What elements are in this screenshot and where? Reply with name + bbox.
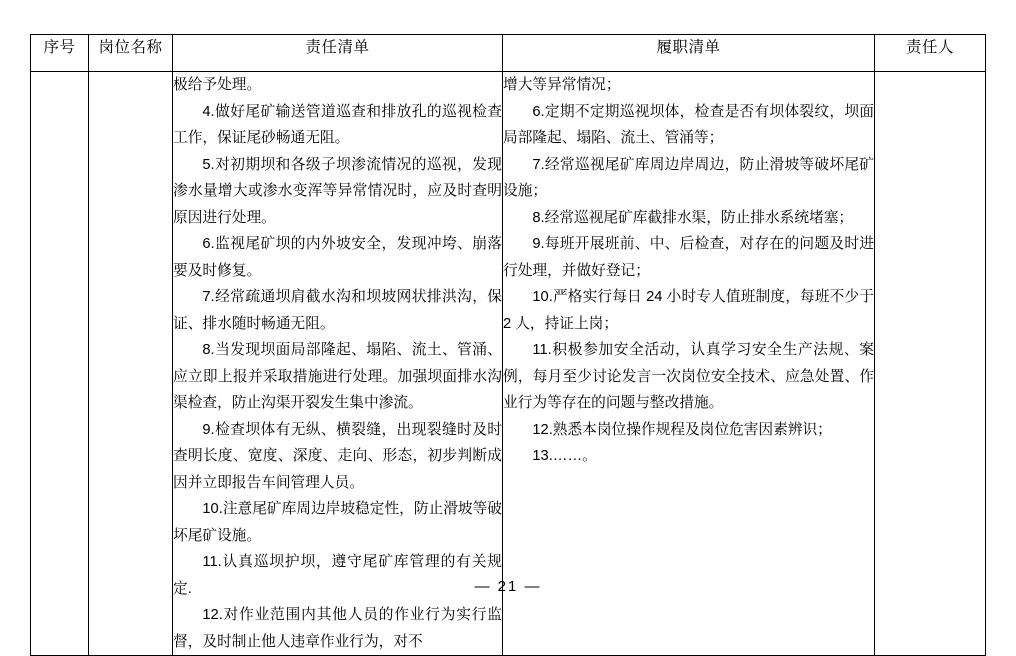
column-header-responsible-person: 责任人 <box>875 35 986 72</box>
paragraph: 6.定期不定期巡视坝体，检查是否有坝体裂纹，坝面局部隆起、塌陷、流土、管涌等； <box>503 103 874 146</box>
paragraph: 10.注意尾矿库周边岸坡稳定性，防止滑坡等破坏尾矿设施。 <box>173 501 502 544</box>
paragraph: 9.检查坝体有无纵、横裂缝，出现裂缝时及时查明长度、宽度、深度、走向、形态，初步判断成因并立即报告车间管理人员。 <box>173 421 502 491</box>
paragraph: 10.严格实行每日 24 小时专人值班制度，每班不少于 2 人，持证上岗； <box>503 289 874 332</box>
paragraph: 4.做好尾矿输送管道巡查和排放孔的巡视检查工作，保证尾砂畅通无阻。 <box>173 103 502 146</box>
column-header-performance-list: 履职清单 <box>503 35 875 72</box>
paragraph: 9.每班开展班前、中、后检查，对存在的问题及时进行处理，并做好登记； <box>503 236 874 279</box>
column-header-duty-list: 责任清单 <box>173 35 503 72</box>
paragraph: 13.……。 <box>532 448 597 464</box>
cell-performance-list <box>503 72 875 656</box>
cell-responsible-person <box>875 72 986 656</box>
cell-duty-list <box>173 72 503 656</box>
cell-seq <box>31 72 89 656</box>
paragraph: 11.认真巡坝护坝，遵守尾矿库管理的有关规定. <box>173 554 502 597</box>
paragraph: 8.当发现坝面局部隆起、塌陷、流土、管涌、应立即上报并采取措施进行处理。加强坝面排水沟渠检查，防止沟渠开裂发生集中渗流。 <box>173 342 502 411</box>
paragraph: 极给予处理。 <box>173 77 262 93</box>
table-row <box>31 72 986 656</box>
paragraph: 增大等异常情况； <box>503 77 621 93</box>
paragraph: 12.熟悉本岗位操作规程及岗位危害因素辨识； <box>532 421 832 438</box>
column-header-post-name: 岗位名称 <box>89 35 173 72</box>
table-body <box>31 72 986 656</box>
column-header-seq: 序号 <box>31 35 89 72</box>
page-number: — 21 — <box>474 578 542 595</box>
paragraph: 12.对作业范围内其他人员的作业行为实行监督，及时制止他人违章作业行为，对不 <box>173 607 502 650</box>
table-header-row <box>31 35 986 72</box>
cell-post-name <box>89 72 173 656</box>
paragraph: 7.经常疏通坝肩截水沟和坝坡网状排洪沟，保证、排水随时畅通无阻。 <box>173 289 502 332</box>
responsibility-table <box>30 34 986 656</box>
paragraph: 8.经常巡视尾矿库截排水渠，防止排水系统堵塞； <box>532 209 854 226</box>
paragraph: 7.经常巡视尾矿库周边岸周边，防止滑坡等破坏尾矿设施； <box>503 156 874 199</box>
paragraph: 11.积极参加安全活动，认真学习安全生产法规、案例，每月至少讨论发言一次岗位安全技术、应急处置、作业行为等存在的问题与整改措施。 <box>503 342 874 411</box>
paragraph: 6.监视尾矿坝的内外坡安全，发现冲垮、崩落要及时修复。 <box>173 236 502 279</box>
paragraph: 5.对初期坝和各级子坝渗流情况的巡视，发现渗水量增大或渗水变浑等异常情况时，应及时查明原因进行处理。 <box>173 156 502 226</box>
table-header <box>31 35 986 72</box>
